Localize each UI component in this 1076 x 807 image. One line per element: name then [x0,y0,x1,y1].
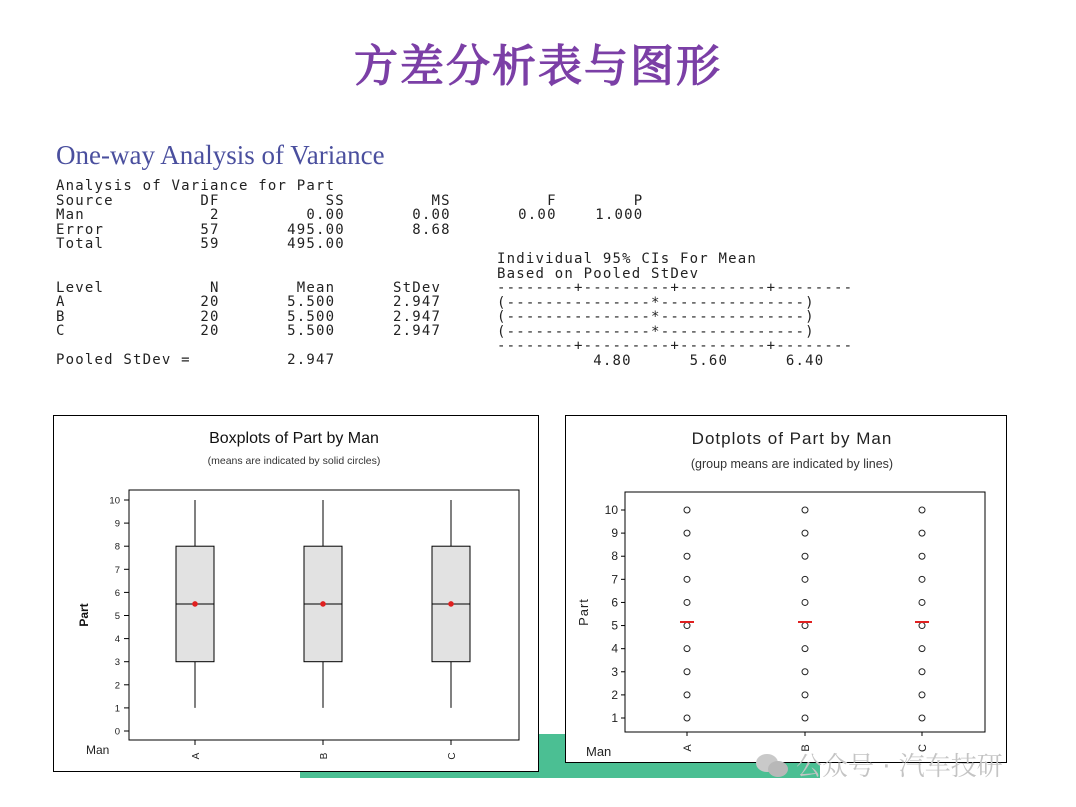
mean-marker [320,601,326,607]
data-point [919,669,925,675]
data-point [684,646,690,652]
y-tick-label: 4 [611,641,618,656]
dotplot-title: Dotplots of Part by Man [691,429,893,448]
dotplot-panel [565,415,1007,763]
data-point [802,530,808,536]
y-tick-label: 2 [114,680,120,692]
data-point [919,623,925,629]
data-point [802,507,808,513]
y-tick-label: 6 [611,595,618,610]
data-point [919,507,925,513]
data-point [802,692,808,698]
watermark-text: 公众号 · 汽车技研 [796,752,1003,782]
y-tick-label: 6 [114,587,120,599]
y-tick-label: 8 [114,541,120,553]
mean-marker [192,601,198,607]
dotplot-subtitle: (group means are indicated by lines) [690,457,894,471]
boxplot-chart [54,416,538,771]
data-point [919,692,925,698]
data-point [684,623,690,629]
y-tick-label: 7 [611,572,618,587]
dotplot-chart [566,416,1006,762]
y-tick-label: 0 [114,726,120,738]
y-tick-label: 10 [604,503,618,517]
y-tick-label: 1 [114,703,120,715]
data-point [919,576,925,582]
y-tick-label: 8 [611,549,618,564]
data-point [802,599,808,605]
data-point [684,692,690,698]
data-point [684,530,690,536]
data-point [802,669,808,675]
data-point [802,646,808,652]
x-tick-label: A [191,752,202,760]
anova-table: Analysis of Variance for Part Source DF SS MS F P Man 2 0.00 0.00 0.00 1.000 Error 57 495.00 8.68 Total 59 495.00 Level N Mean StDev A 20 5.500 2.947 B 20 5.500 2.947 C 20 5.500 2.947 Pooled StDev = 2.947 [56,178,644,368]
y-tick-label: 2 [611,687,618,702]
watermark [756,746,1003,783]
data-point [684,507,690,513]
x-axis-label: Man [586,744,612,759]
y-axis-label: Part [77,603,91,627]
boxplot-subtitle: (means are indicated by solid circles) [207,455,381,467]
data-point [684,669,690,675]
ci-diagram: Individual 95% CIs For Mean Based on Pooled StDev --------+---------+---------+-------- (---------------*---------------) (---------------*---------------) (---------------*---------------) --------+---------+---------+-------- 4.80 5.60 6.40 [497,251,854,369]
x-tick-label: B [800,744,812,752]
x-axis-label: Man [86,743,110,757]
data-point [919,553,925,559]
y-tick-label: 1 [611,711,618,725]
y-tick-label: 10 [109,495,120,507]
data-point [684,715,690,721]
anova-subtitle: One-way Analysis of Variance [56,140,385,170]
data-point [919,599,925,605]
data-point [802,576,808,582]
x-tick-label: C [447,752,458,760]
data-point [684,553,690,559]
y-tick-label: 5 [114,611,120,622]
x-tick-label: C [917,744,929,752]
data-point [919,530,925,536]
data-point [919,646,925,652]
y-tick-label: 9 [114,518,120,530]
page-title: 方差分析表与图形 [354,41,722,92]
wechat-icon [756,752,790,778]
mean-marker [448,601,454,607]
y-tick-label: 9 [611,526,618,541]
data-point [802,553,808,559]
y-tick-label: 3 [114,657,120,669]
y-tick-label: 5 [611,618,618,633]
boxplot-panel [53,415,539,772]
data-point [802,623,808,629]
y-tick-label: 4 [114,634,120,646]
y-axis-label: Part [576,598,591,626]
data-point [802,715,808,721]
data-point [684,599,690,605]
data-point [919,715,925,721]
x-tick-label: B [319,752,330,760]
boxplot-title: Boxplots of Part by Man [209,430,379,447]
data-point [684,576,690,582]
x-tick-label: A [682,744,694,752]
y-tick-label: 3 [611,664,618,679]
y-tick-label: 7 [114,564,120,576]
